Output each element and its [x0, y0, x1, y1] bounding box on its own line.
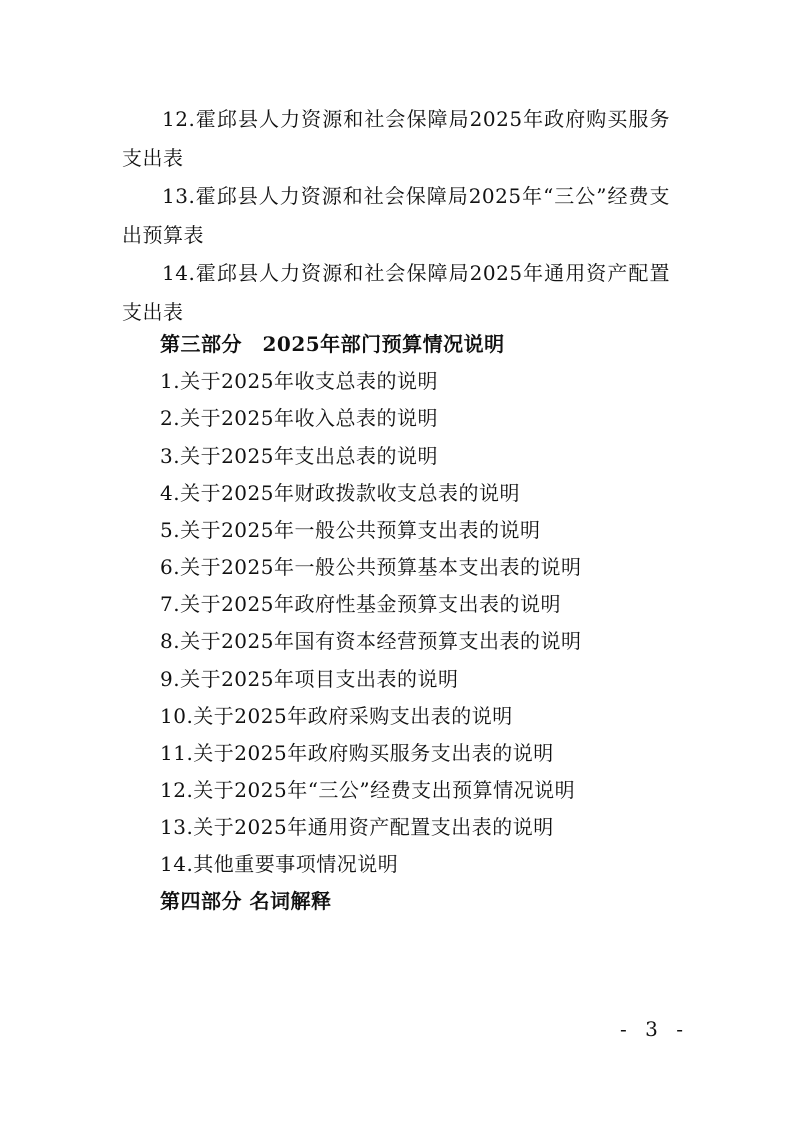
part3-item: 11.关于2025年政府购买服务支出表的说明 [160, 741, 554, 765]
part3-item: 1.关于2025年收支总表的说明 [160, 369, 438, 393]
part3-item: 6.关于2025年一般公共预算基本支出表的说明 [160, 555, 582, 579]
page-number: - 3 - [620, 1017, 689, 1041]
part3-item: 7.关于2025年政府性基金预算支出表的说明 [160, 592, 561, 616]
part3-item: 2.关于2025年收入总表的说明 [160, 406, 438, 430]
toc-item-14-hr-general-asset-allocation: 14.霍邱县人力资源和社会保障局2025年通用资产配置支出表 [122, 261, 670, 324]
part3-item: 14.其他重要事项情况说明 [160, 852, 399, 876]
toc-item-13-hr-three-public-expenses: 13.霍邱县人力资源和社会保障局2025年“三公”经费支出预算表 [122, 184, 670, 247]
part3-item: 12.关于2025年“三公”经费支出预算情况说明 [160, 778, 576, 802]
part3-item: 10.关于2025年政府采购支出表的说明 [160, 704, 513, 728]
part3-item: 8.关于2025年国有资本经营预算支出表的说明 [160, 629, 582, 653]
part4-heading: 第四部分 名词解释 [160, 889, 332, 913]
part3-item: 3.关于2025年支出总表的说明 [160, 444, 438, 468]
part3-item: 4.关于2025年财政拨款收支总表的说明 [160, 481, 520, 505]
part3-item: 13.关于2025年通用资产配置支出表的说明 [160, 815, 554, 839]
part3-heading: 第三部分 2025年部门预算情况说明 [160, 332, 505, 356]
part3-item: 5.关于2025年一般公共预算支出表的说明 [160, 518, 541, 542]
toc-item-12-hr-govt-purchase-services: 12.霍邱县人力资源和社会保障局2025年政府购买服务支出表 [122, 107, 670, 170]
part3-item: 9.关于2025年项目支出表的说明 [160, 667, 459, 691]
